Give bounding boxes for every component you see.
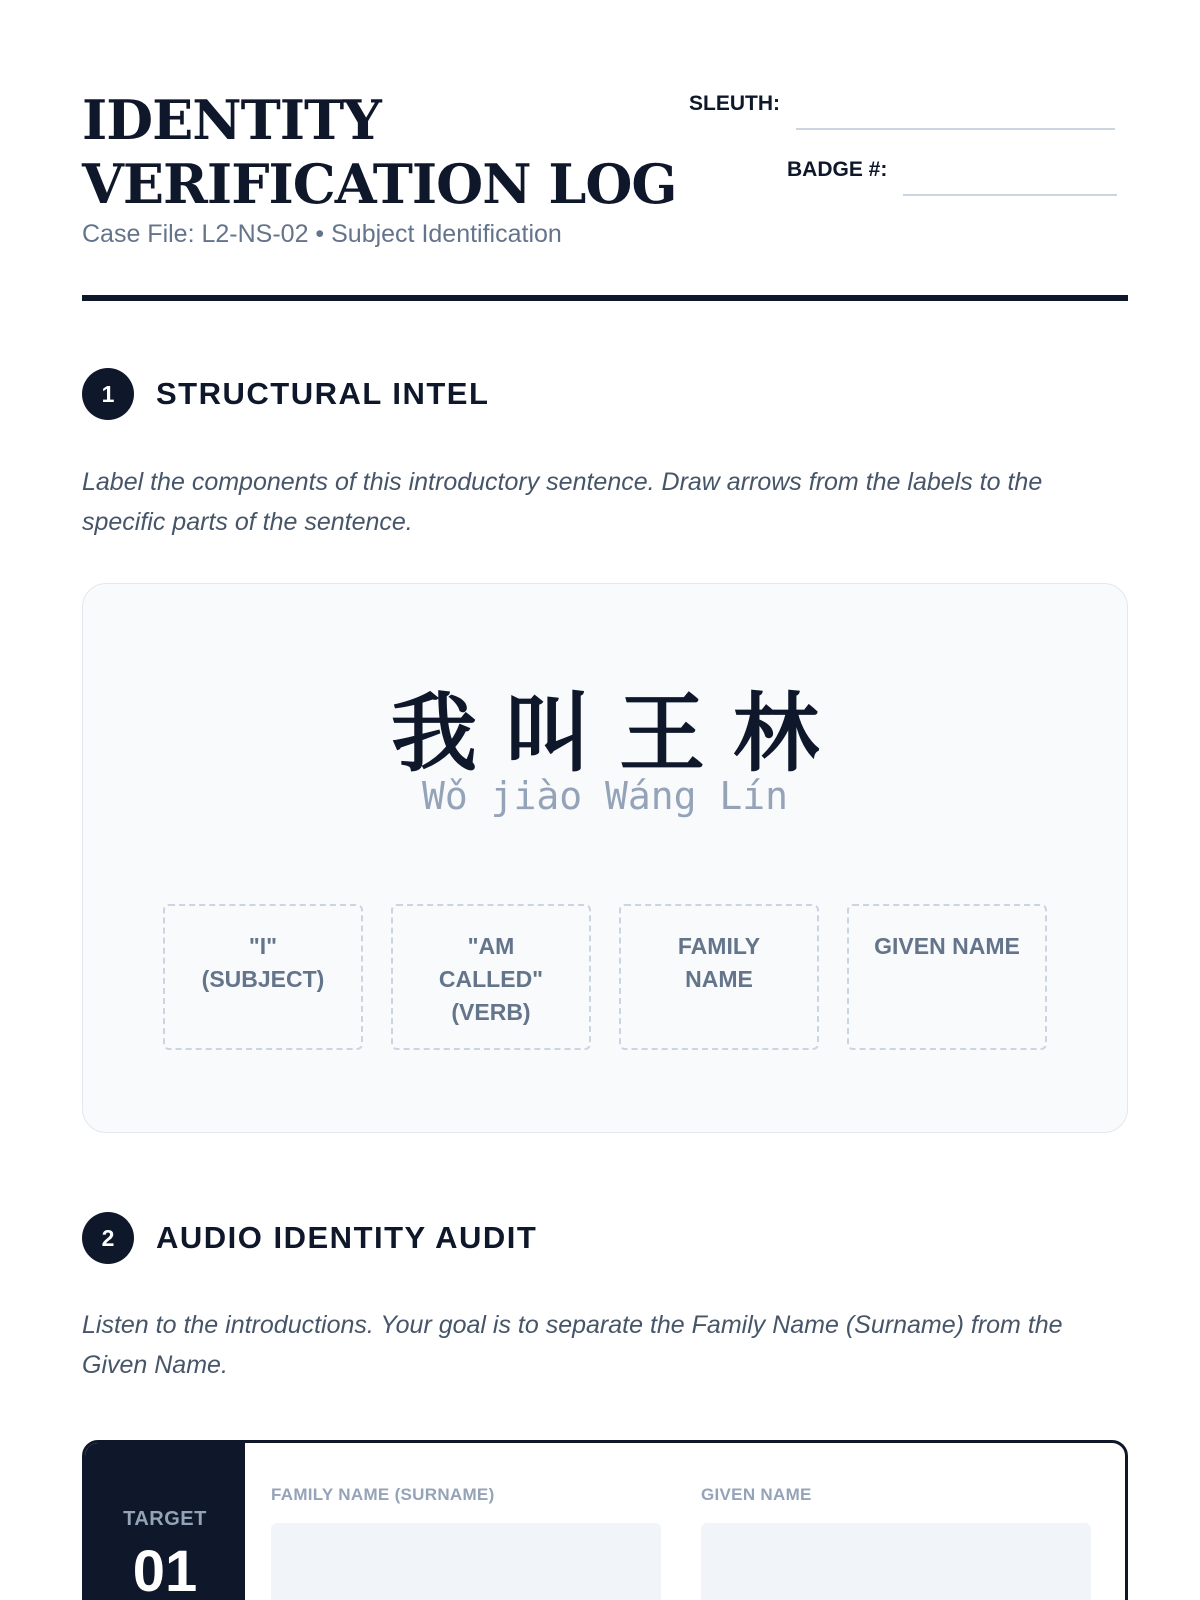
family-name-field-label: FAMILY NAME (SURNAME) [271, 1485, 495, 1504]
label-box-row [163, 904, 1047, 1050]
sleuth-row [689, 92, 1115, 116]
sleuth-label: SLEUTH: [689, 92, 780, 115]
section-instructions: Listen to the introductions. Your goal is to separate the Family Name (Surname) from the Given Name. [82, 1311, 1063, 1379]
badge-row [787, 158, 1117, 182]
page-title: IDENTITY VERIFICATION LOG [82, 88, 677, 216]
case-file-subtitle: Case File: L2-NS-02 • Subject Identification [82, 220, 562, 248]
label-box-family-name[interactable] [619, 904, 819, 1050]
family-name-input[interactable] [271, 1523, 661, 1600]
label-box-subject[interactable] [163, 904, 363, 1050]
header-divider [82, 295, 1128, 301]
label-box-verb[interactable] [391, 904, 591, 1050]
sentence-pinyin: Wǒ jiào Wáng Lín [421, 774, 789, 818]
given-name-field-label: GIVEN NAME [701, 1485, 812, 1504]
given-name-field [701, 1485, 1091, 1600]
target-sidebar [85, 1443, 245, 1600]
label-text: "AM CALLED" (VERB) [438, 933, 544, 1025]
section-number-badge: 2 [82, 1212, 134, 1264]
section-audio-audit-heading [82, 1212, 537, 1264]
section-structural-intel-heading [82, 368, 489, 420]
section-title: AUDIO IDENTITY AUDIT [156, 1220, 538, 1255]
worksheet-header [82, 88, 1128, 304]
target-number: 01 [132, 1539, 198, 1600]
family-name-field [271, 1485, 661, 1600]
section-instructions: Label the components of this introductory sentence. Draw arrows from the labels to the specific parts of the sentence. [82, 468, 1043, 536]
badge-input-line[interactable] [903, 194, 1117, 196]
sleuth-input-line[interactable] [796, 128, 1115, 130]
section-number-badge: 1 [82, 368, 134, 420]
target-label: TARGET [123, 1508, 207, 1530]
target-card [82, 1440, 1128, 1600]
sentence-panel [82, 583, 1128, 1133]
label-text: GIVEN NAME [874, 933, 1020, 959]
sentence-hanzi: 我叫王林 [391, 684, 847, 784]
label-box-given-name[interactable] [847, 904, 1047, 1050]
section-title: STRUCTURAL INTEL [156, 376, 490, 411]
label-text: "I" (SUBJECT) [201, 933, 325, 992]
given-name-input[interactable] [701, 1523, 1091, 1600]
badge-label: BADGE #: [787, 158, 888, 181]
label-text: FAMILY NAME [677, 933, 761, 992]
